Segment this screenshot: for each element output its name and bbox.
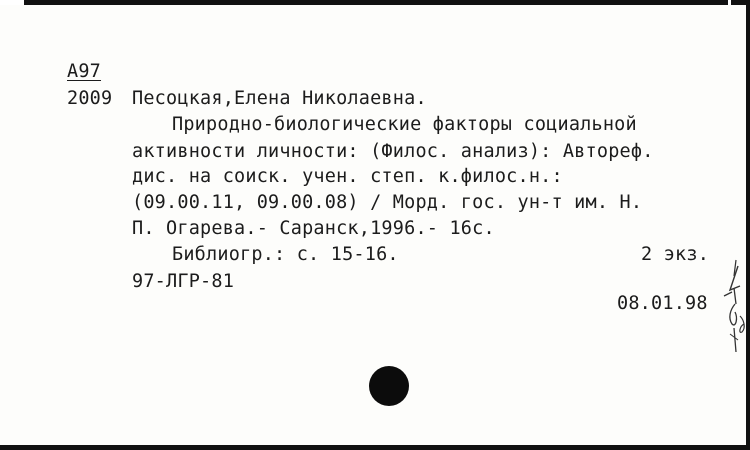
card-year: 2009 xyxy=(67,88,113,109)
title-line-3: дис. на соиск. учен. степ. к.филос.н.: xyxy=(132,166,563,187)
card-bottom-border xyxy=(0,445,750,450)
author-heading: Песоцкая,Елена Николаевна. xyxy=(132,88,427,109)
bibliography-note: Библиогр.: с. 15-16. xyxy=(172,244,399,265)
punch-hole-icon xyxy=(369,366,409,406)
card-top-border xyxy=(0,0,750,5)
shelf-mark: А97 xyxy=(67,61,102,82)
card-right-border xyxy=(746,0,750,450)
title-line-1: Природно-биологические факторы социальной xyxy=(172,114,637,135)
title-line-4: (09.00.11, 09.00.08) / Морд. гос. ун-т им. Н. xyxy=(132,192,643,213)
date-stamp: 08.01.98 xyxy=(617,293,708,314)
title-line-2: активности личности: (Филос. анализ): Автореф. xyxy=(132,141,654,162)
copies-count: 2 экз. xyxy=(641,244,710,265)
registration-number: 97-ЛГР-81 xyxy=(132,271,235,292)
card-top-border-corner-gap xyxy=(0,0,24,5)
handwritten-mark-icon xyxy=(718,258,750,354)
card-top-border-gap xyxy=(728,0,731,5)
title-line-5: П. Огарева.- Саранск,1996.- 16с. xyxy=(132,218,495,239)
